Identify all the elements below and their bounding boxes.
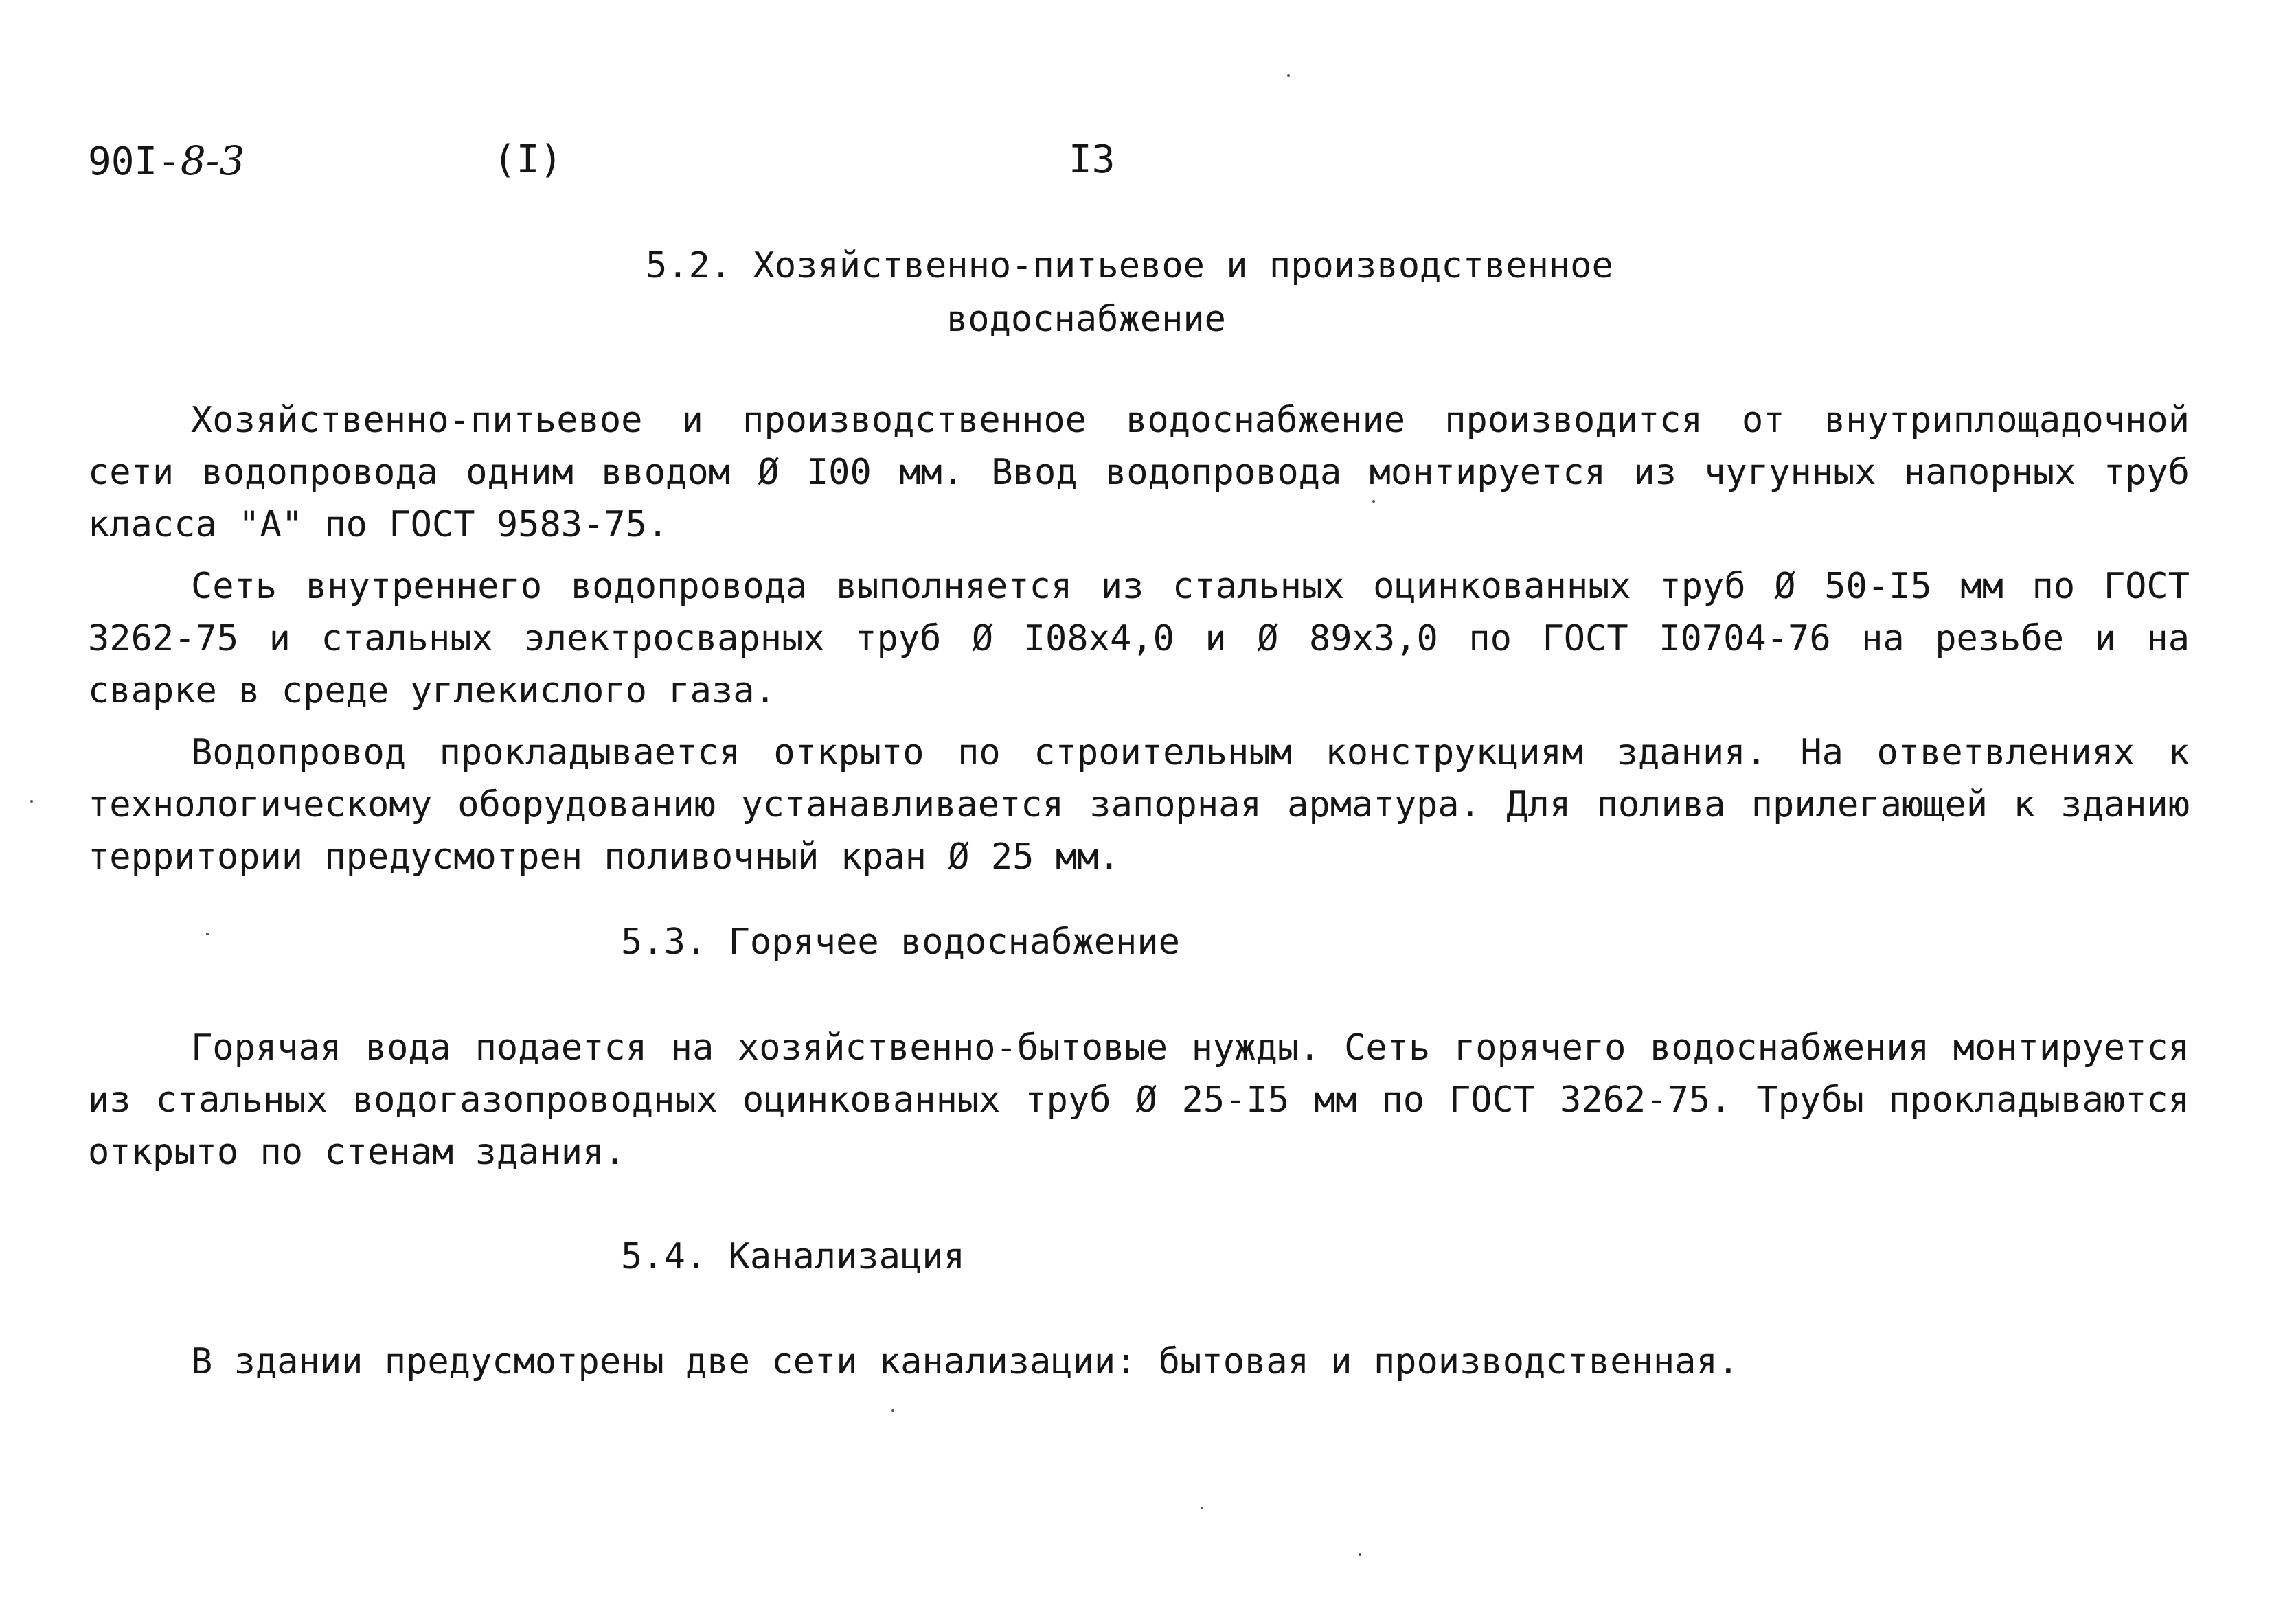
scan-speck [1359,1553,1361,1556]
section-5-3-body [88,1022,2190,1188]
document-code [88,137,245,184]
document-code-handwritten: 8-3 [180,137,245,184]
section-heading-5-3: 5.3. Горячее водоснабжение [621,922,1180,963]
document-part: (I) [493,137,563,182]
section-5-4-body [88,1336,2190,1397]
document-code-prefix: 90I- [88,139,181,184]
scan-speck [206,933,209,935]
paragraph: Хозяйственно-питьевое и производственное водоснабжение производится от внутриплощадочной сети водопровода одним вводом Ø I00 мм. Ввод водопровода монтируется из чугунных напорных труб класса "А" по ГОСТ 9583-75. [88,400,2190,545]
paragraph: В здании предусмотрены две сети канализации: бытовая и производственная. [191,1341,1740,1382]
scan-speck [1201,1507,1203,1509]
paragraph: Горячая вода подается на хозяйственно-бытовые нужды. Сеть горячего водоснабжения монтируется из стальных водогазопроводных оцинкованных труб Ø 25-I5 мм по ГОСТ 3262-75. Трубы прокладываются открыто по стенам здания. [88,1027,2190,1173]
section-5-2-body [88,394,2190,893]
section-heading-5-2-line2: водоснабжение [946,299,1226,340]
scan-speck [1287,74,1290,77]
paragraph: Сеть внутреннего водопровода выполняется из стальных оцинкованных труб Ø 50-I5 мм по ГОСТ 3262-75 и стальных электросварных труб Ø I08х4,0 и Ø 89х3,0 по ГОСТ I0704-76 на резьбе и на сварке в среде углекислого газа. [88,566,2190,711]
section-heading-5-2-line1: 5.2. Хозяйственно-питьевое и производственное [646,245,1613,286]
scan-speck [30,800,33,803]
paragraph: Водопровод прокладывается открыто по строительным конструкциям здания. На ответвлениях к технологическому оборудованию устанавливается запорная арматура. Для полива прилегающей к зданию территории предусмотрен поливочный кран Ø 25 мм. [88,732,2190,878]
section-heading-5-4: 5.4. Канализация [621,1236,965,1277]
scan-speck [1372,500,1375,503]
page-number: I3 [1069,137,1115,182]
scan-speck [891,1409,894,1412]
